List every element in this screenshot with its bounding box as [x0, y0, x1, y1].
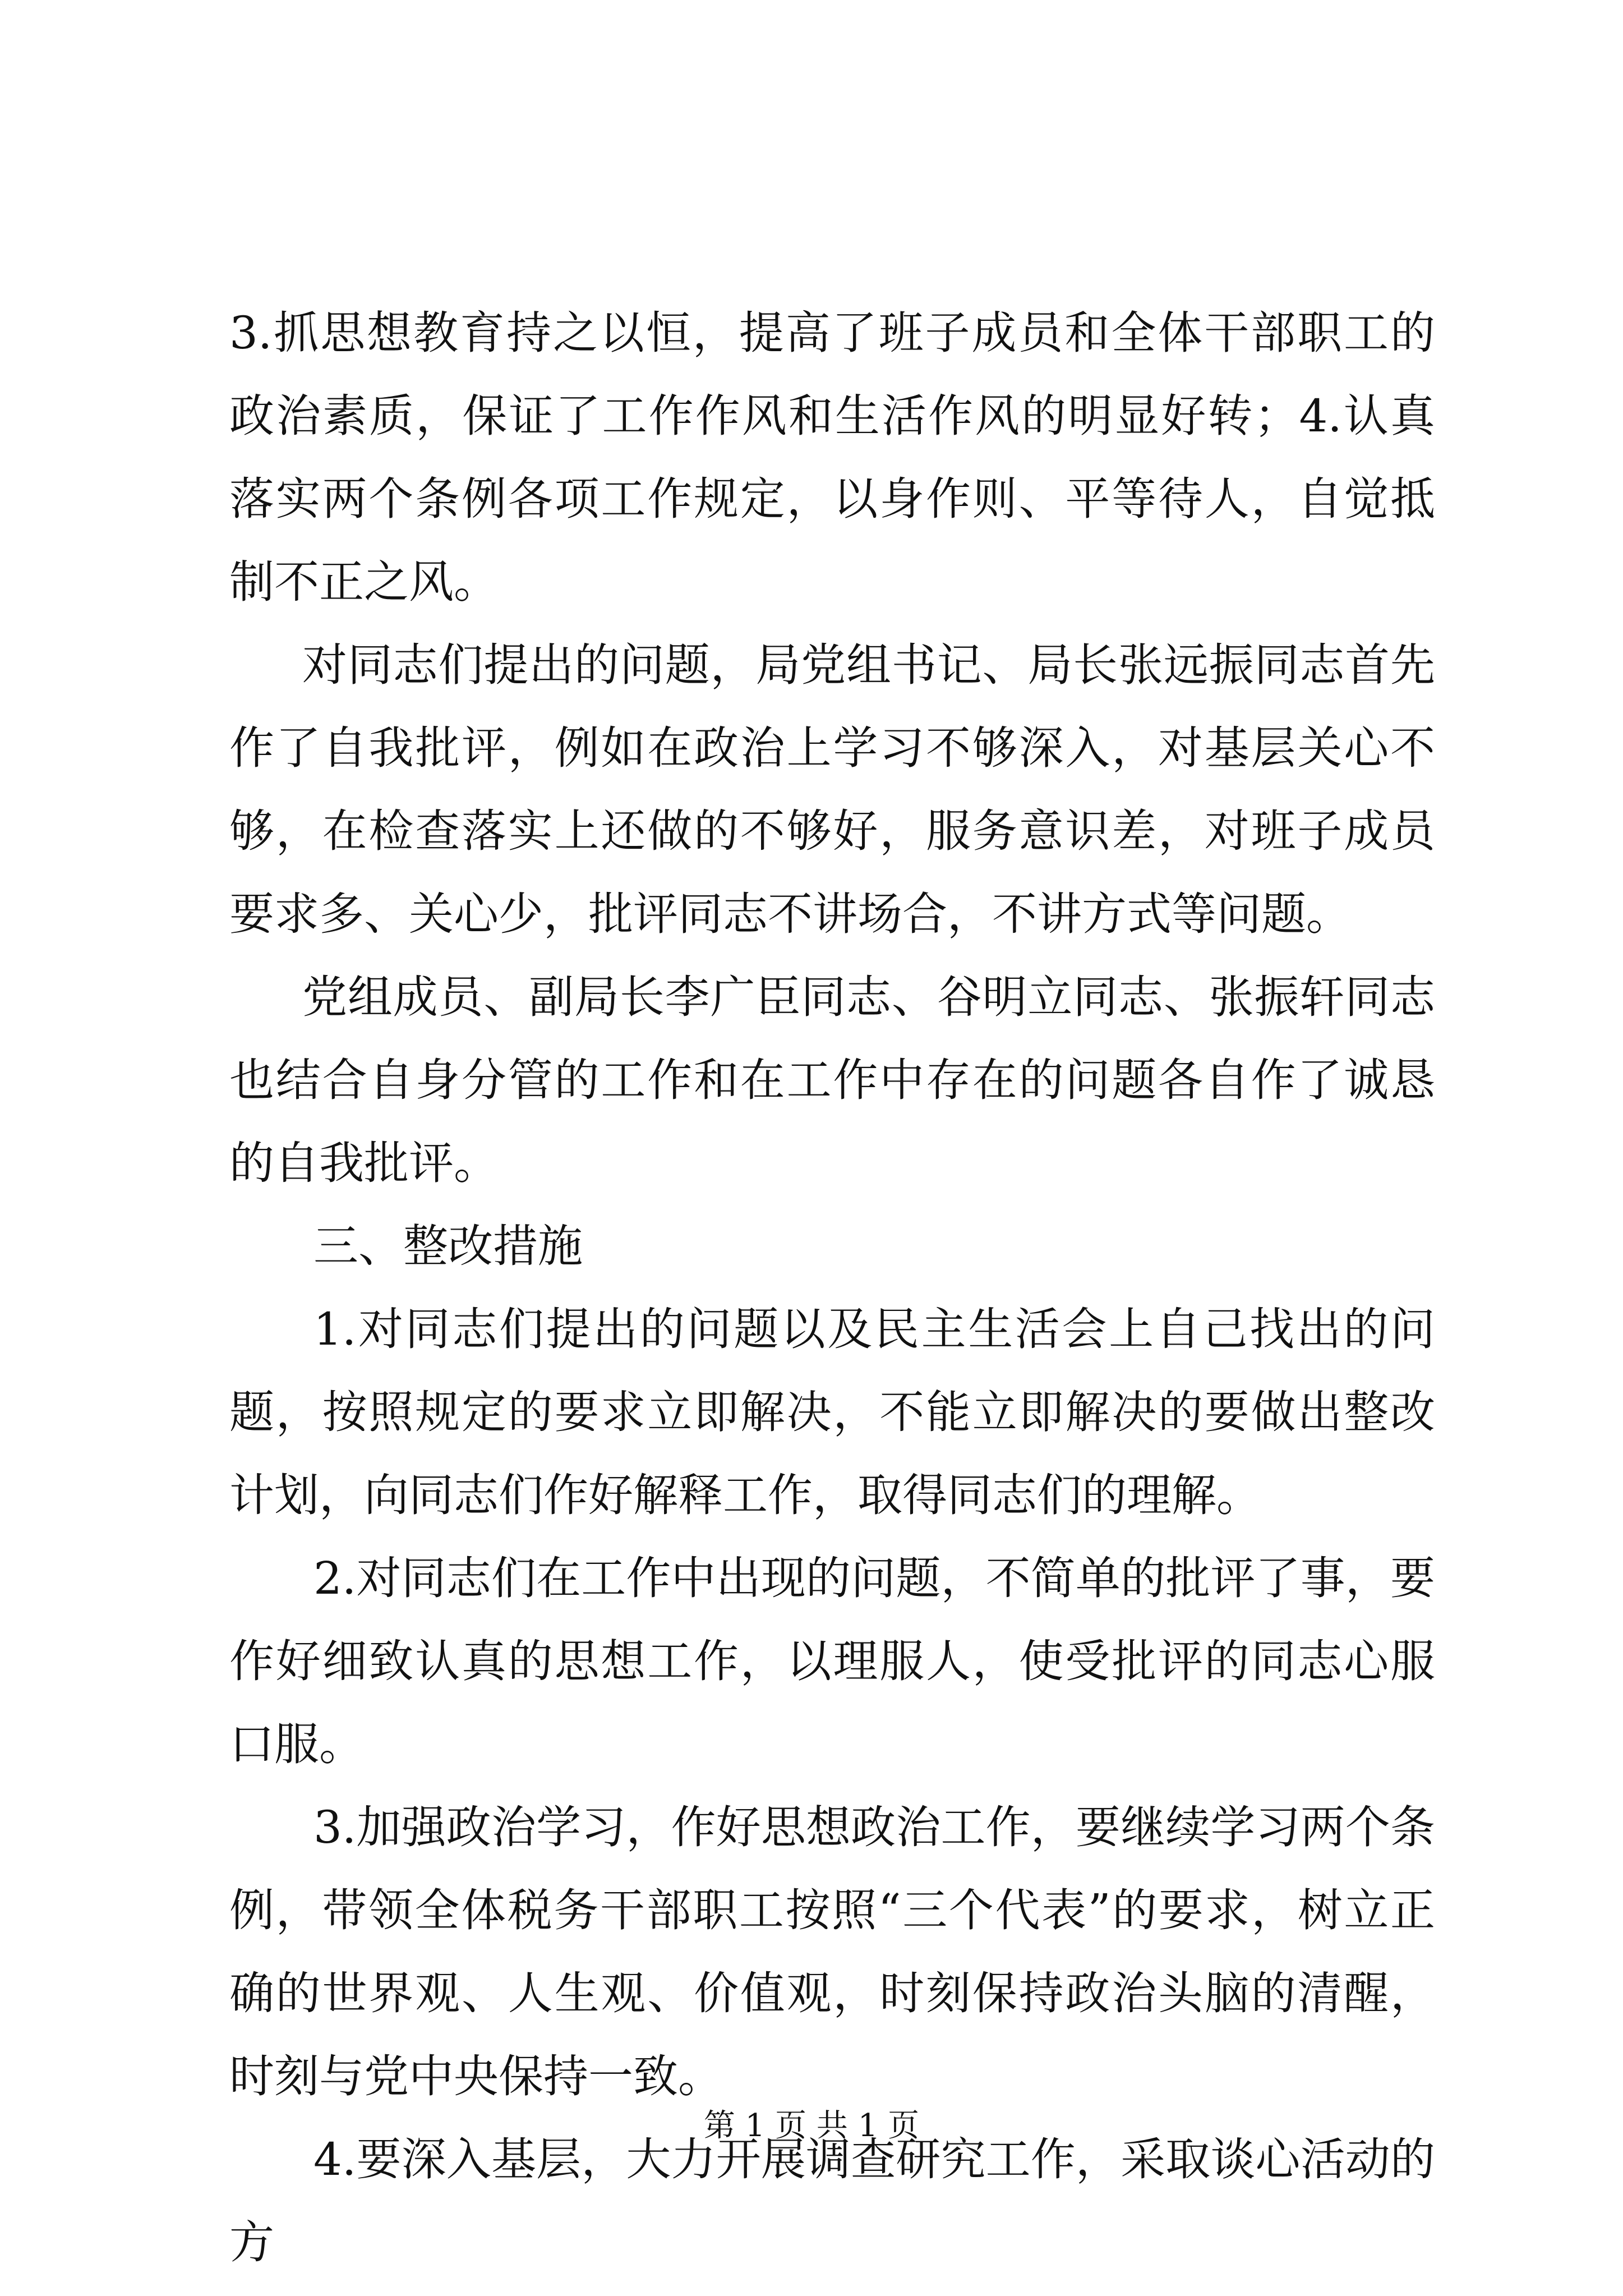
page-footer: 第 1 页 共 1 页 — [703, 2108, 920, 2144]
measure-item-2: 2.对同志们在工作中出现的问题，不简单的批评了事，要作好细致认真的思想工作，以理服人，使受批评的同志心服口服。 — [229, 1552, 1435, 1770]
paragraph-self-criticism-director: 对同志们提出的问题，局党组书记、局长张远振同志首先作了自我批评，例如在政治上学习不够深入，对基层关心不够，在检查落实上还做的不够好，服务意识差，对班子成员要求多、关心少，批评同志不讲场合，不讲方式等问题。 — [229, 639, 1435, 940]
document-body — [229, 292, 1435, 2284]
measure-item-4: 4.要深入基层，大力开展调查研究工作，采取谈心活动的方 — [229, 2133, 1435, 2269]
measure-item-3: 3.加强政治学习，作好思想政治工作，要继续学习两个条例，带领全体税务干部职工按照“三个代表”的要求，树立正确的世界观、人生观、价值观，时刻保持政治头脑的清醒，时刻与党中央保持一致。 — [229, 1801, 1435, 2102]
measure-item-1: 1.对同志们提出的问题以及民主生活会上自己找出的问题，按照规定的要求立即解决，不能立即解决的要做出整改计划，向同志们作好解释工作，取得同志们的理解。 — [229, 1303, 1435, 1521]
paragraph-self-criticism-members: 党组成员、副局长李广臣同志、谷明立同志、张振轩同志也结合自身分管的工作和在工作中存在的问题各自作了诚恳的自我批评。 — [229, 971, 1435, 1189]
paragraph-continuation: 3.抓思想教育持之以恒，提高了班子成员和全体干部职工的政治素质，保证了工作作风和生活作风的明显好转；4.认真落实两个条例各项工作规定，以身作则、平等待人，自觉抵制不正之风。 — [229, 307, 1435, 608]
section-heading-rectification: 三、整改措施 — [313, 1220, 583, 1272]
